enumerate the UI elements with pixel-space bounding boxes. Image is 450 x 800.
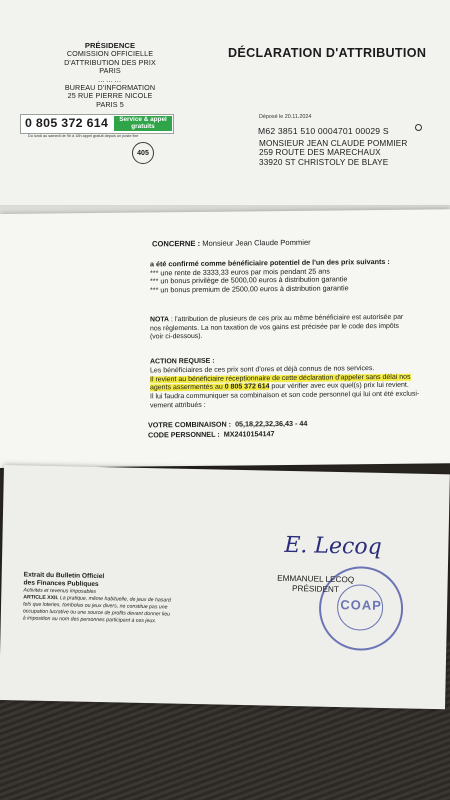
phone-number: 0 805 372 614 [25,116,109,130]
signature: E. Lecoq [284,532,382,560]
circle-mark-icon [415,124,422,131]
tax-extract [23,571,172,625]
code-value: MX2410154147 [223,429,275,440]
action-line-3b: pour vérifier avec eux quel(s) prix lui revient. [269,382,409,391]
service-badge-line-2: gratuits [131,123,155,130]
letter-body-section [0,209,450,468]
extract-subtitle: Activités et revenus imposables [23,587,97,595]
combo-label: VOTRE COMBINAISON : [148,419,232,430]
codes-block [148,419,307,441]
action-line-2: Il revient au bénéficiaire réceptionnaire de cette déclaration d'appeler sans délai nos [150,373,411,384]
article-paragraph [23,594,172,625]
stamp-text: COAP [340,597,383,613]
action-line-4: Il lui faudra communiquer sa combinaison et son code personnel qui lui ont été exclusi- [150,390,420,401]
bureau-line-3: PARIS 5 [96,99,124,109]
code-label: CODE PERSONNEL : [148,430,220,440]
article-text: La pratique, même habituelle, de jeux de hasard tels que loteries, tombolas ou jeux divers, ne constitue pas une occupation lucrative ou une source de profits devant donner lieu à imposition au nom des personnes participant à ces jeux. [22,595,171,625]
extract-title-1: Extrait du Bulletin Officiel [23,571,105,581]
deposit-date: Déposé le 20.11.2024 [259,114,312,120]
letter-footer-section [0,465,450,709]
bureau-line-1: BUREAU D'INFORMATION [64,83,156,93]
extract-title-2: des Finances Publiques [23,579,99,589]
action-line-5: vement attribués : [150,401,206,410]
presidence-label: PRÉSIDENCE [84,41,136,50]
service-free-badge [114,116,172,131]
commission-line: COMISSION OFFICIELLE [66,49,154,59]
service-badge-line-1: Service & appel [119,116,167,123]
combo-value: 05,18,22,32,36,43 - 44 [235,418,308,429]
action-phone: 0 805 372 614 [224,383,270,392]
sender-block [40,42,180,109]
signatory-name: EMMANUEL LECOQ [277,573,355,585]
address-line-2: 259 ROUTE DES MARECHAUX [259,148,381,158]
separator-dots: ……… [97,74,123,84]
address-line-3: 33920 ST CHRISTOLY DE BLAYE [259,157,389,167]
nota-paragraph [150,314,403,342]
address-line-1: MONSIEUR JEAN CLAUDE POMMIER [259,139,408,148]
signatory-title: PRÉSIDENT [291,584,339,595]
nota-line-1: : l'attribution de plusieurs de ces prix au même bénéficiaire est autorisée par [169,313,404,324]
action-line-3a: agents assermentés au [150,384,225,392]
phone-note: Du lundi au samedi de 9h à 18h appel gratuit depuis un poste fixe [28,134,139,138]
nota-line-2: nos règlements. La non taxation de vos gains est précisée par le code des impôts [150,322,399,333]
prize-list [150,258,390,295]
prize-item-1: *** une rente de 3333,33 euros par mois pendant 25 ans [150,266,330,278]
action-paragraph [150,356,419,412]
document-title: DÉCLARATION D'ATTRIBUTION [228,46,427,60]
letter-header-section [0,0,450,222]
concerne-label: CONCERNE : [152,238,201,249]
concerne-line [152,238,311,249]
nota-line-3: (voir ci-dessous). [150,333,203,341]
tracking-number: M62 3851 510 0004701 00029 S [258,126,389,136]
city-line: PARIS [99,66,121,76]
prize-list-title: a été confirmé comme bénéficiaire potentiel de l'un des prix suivants : [150,256,390,269]
nota-label: NOTA [150,316,170,324]
action-label: ACTION REQUISE : [150,357,215,366]
recipient-address [259,139,407,167]
prize-item-2: *** un bonus privilège de 5000,00 euros à distribution garantie [150,274,348,286]
signatory [273,574,357,596]
concerne-value: Monsieur Jean Claude Pommier [200,237,311,248]
phone-box [20,114,174,134]
action-line-1: Les bénéficiaires de ces prix sont d'ores et déjà connus de nos services. [150,364,375,375]
bureau-line-2: 25 RUE PIERRE NICOLE [67,91,153,101]
prize-item-3: *** un bonus premium de 2500,00 euros à distribution garantie [150,283,349,295]
attribution-line: D'ATTRIBUTION DES PRIX [64,57,156,67]
seal-405-icon: 405 [132,142,154,164]
article-label: ARTICLE XXII. [23,594,59,602]
